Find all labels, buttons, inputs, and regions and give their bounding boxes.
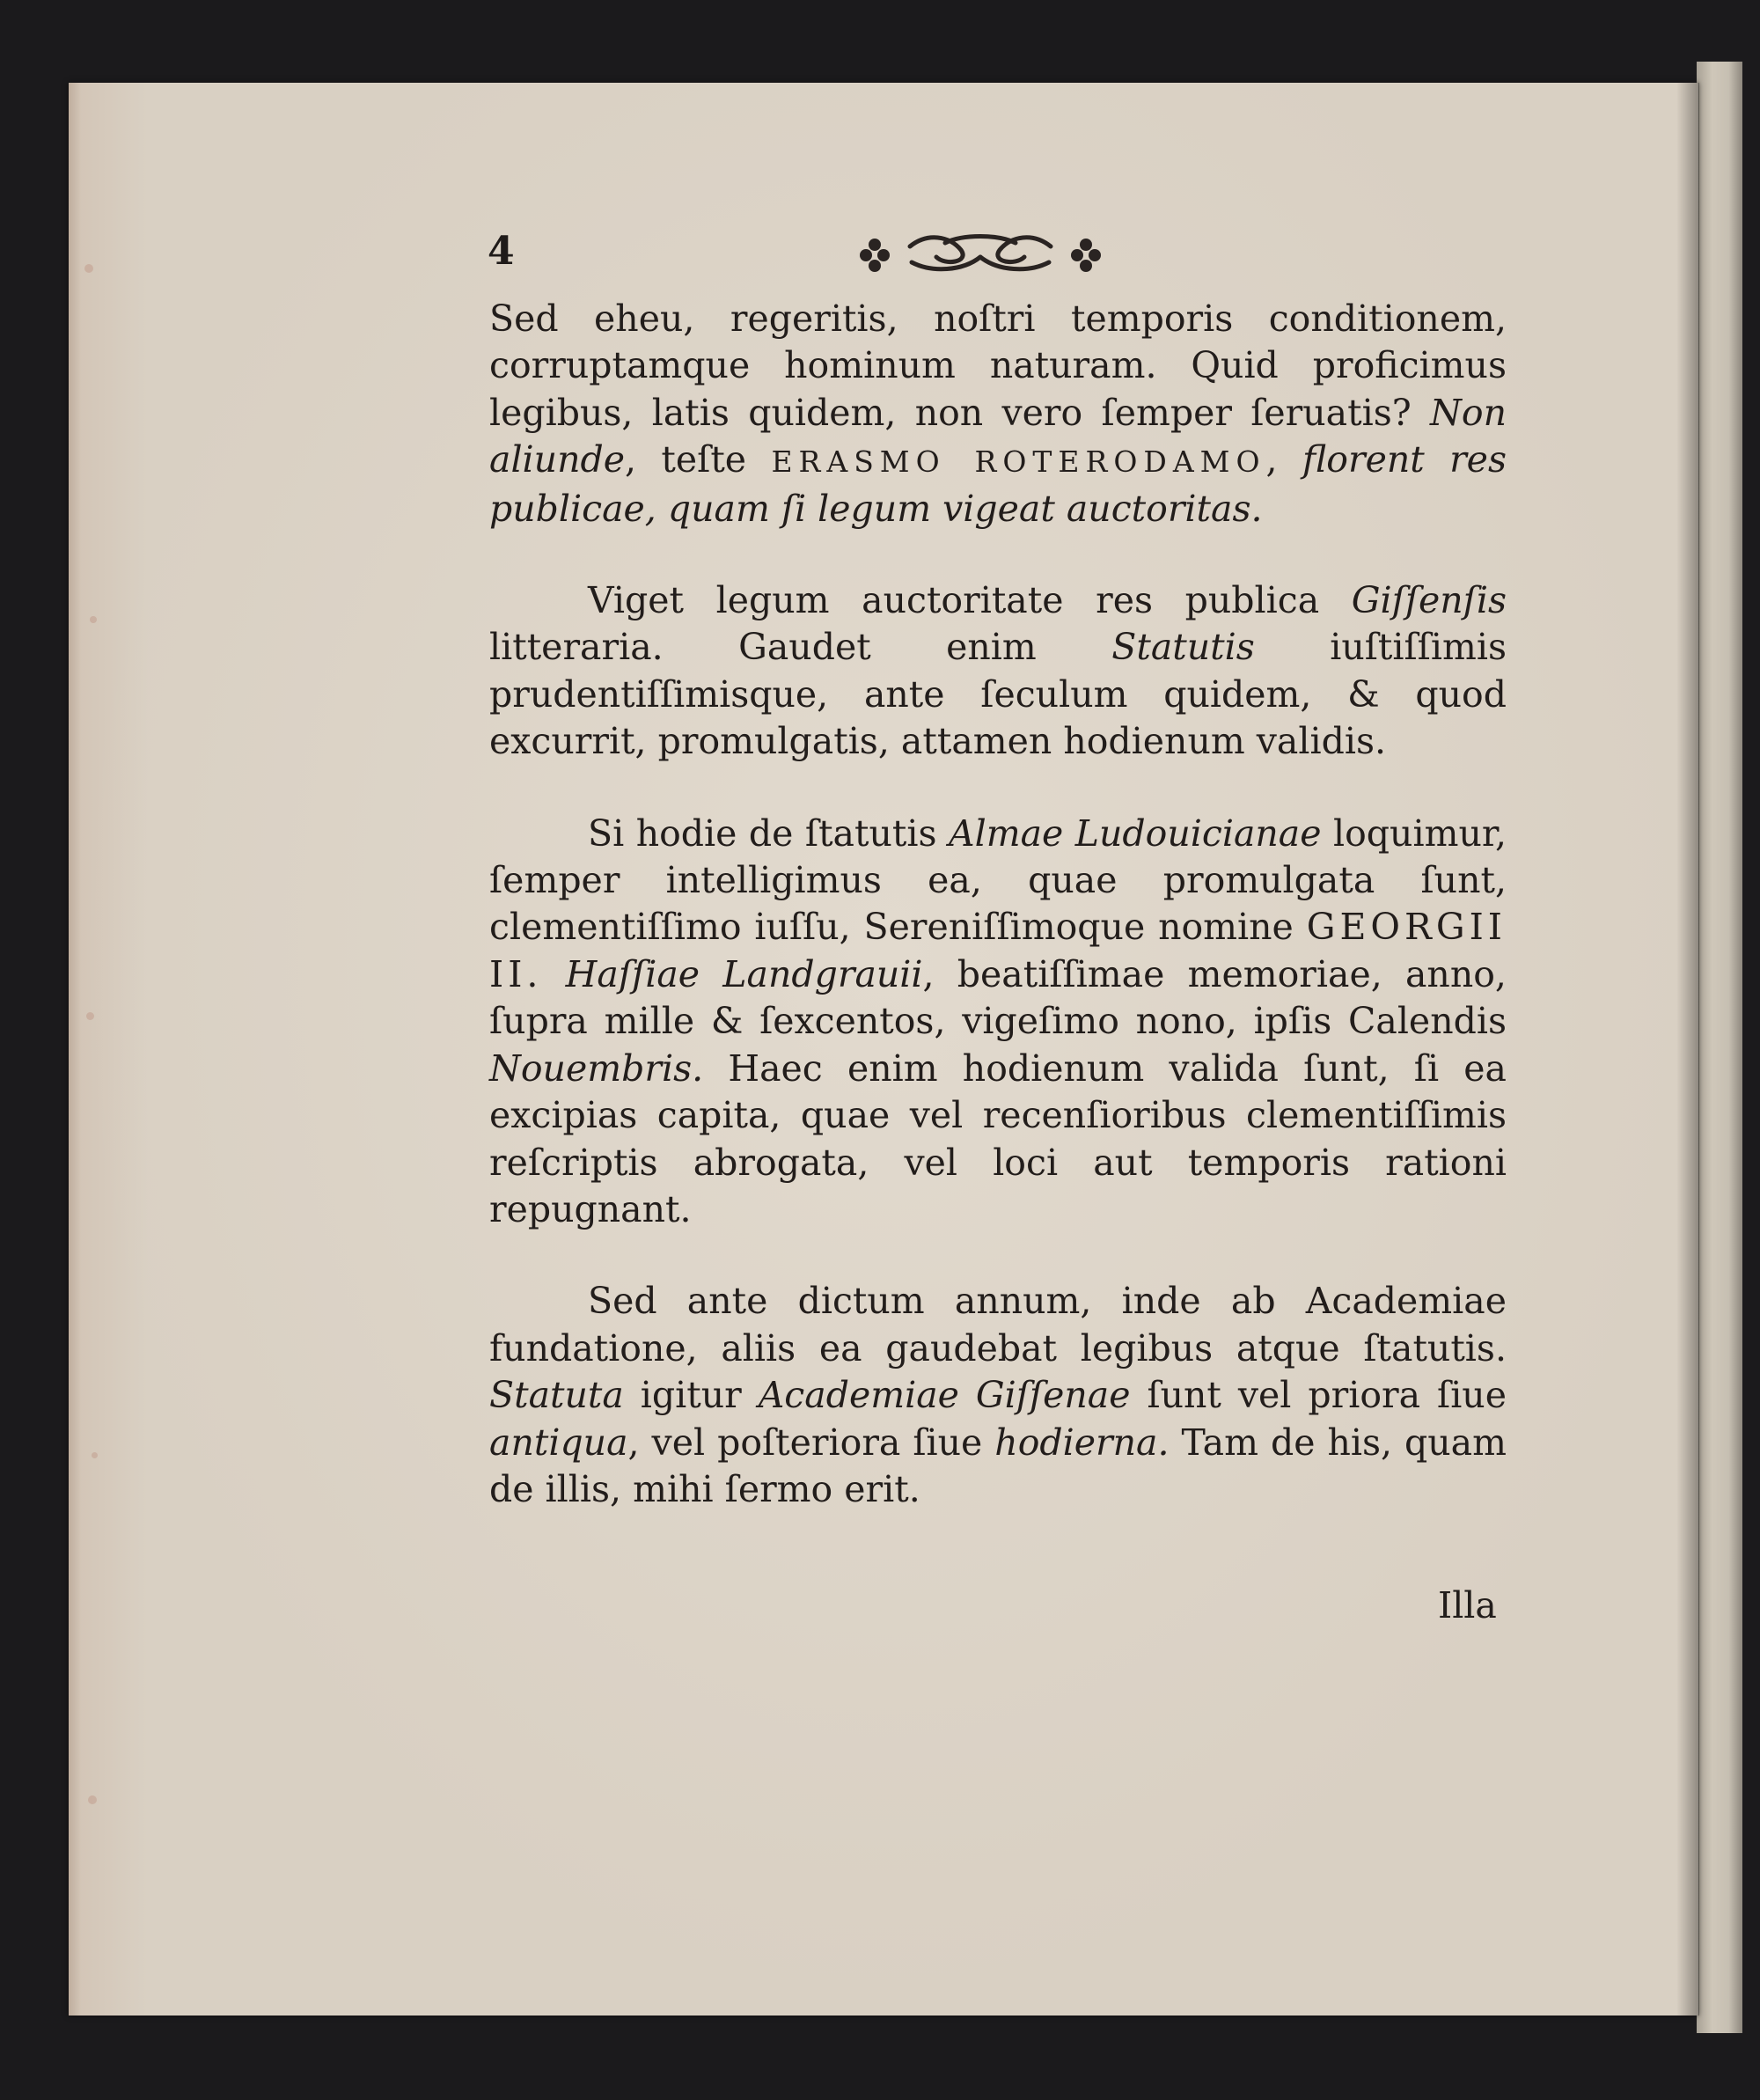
text-run: iuſtiſſimis prudentiſſimisque, ante ſeculum quidem, & quod excurrit, promulgatis, attamen hodienum validis.	[489, 626, 1507, 763]
paragraph-4	[489, 1278, 1507, 1513]
text-run: Sed eheu, regeritis, noſtri temporis conditionem, corruptamque hominum naturam. Quid proficimus legibus, latis quidem, non vero ſemper ſeruatis?	[489, 297, 1507, 434]
text-run: Viget legum auctoritate res publica	[588, 579, 1352, 622]
text-run: Si hodie de ſtatutis	[588, 811, 949, 855]
ruler-name: GEORGII II.	[489, 906, 1507, 995]
gutter-shadow	[1676, 83, 1699, 2016]
text-run: igitur	[623, 1374, 759, 1417]
body-text	[489, 296, 1507, 1558]
text-run: litteraria. Gaudet enim	[489, 626, 1112, 669]
page-number: 4	[488, 229, 515, 274]
text-run: loquimur, ſemper intelligimus ea, quae promulgata ſunt, clementiſſimo iuſſu, Sereniſſimoque nomine	[489, 811, 1507, 949]
paragraph-2	[489, 577, 1507, 766]
italic-term: Almae Ludouicianae	[949, 811, 1322, 855]
text-run: Sed ante dictum annum, inde ab Academiae fundatione, aliis ea gaudebat legibus atque ſtatutis.	[489, 1280, 1507, 1369]
paragraph-1	[489, 296, 1507, 532]
italic-term: Haſſiae Landgrauii	[565, 952, 923, 995]
foxing-spot	[86, 1012, 94, 1020]
next-page-edge	[1697, 62, 1742, 2033]
text-run: Tam de his, quam de illis, mihi ſermo erit.	[489, 1421, 1507, 1510]
text-run: ſunt vel priora ſiue	[1130, 1374, 1507, 1417]
italic-term: Statutis	[1111, 626, 1255, 669]
text-run: , beatiſſimae memoriae, anno, ſupra mille & ſexcentos, vigeſimo nono, ipſis Calendis	[489, 952, 1507, 1043]
page-header	[488, 227, 1507, 280]
italic-term: Nouembris.	[489, 1046, 704, 1090]
text-run: , teſte	[625, 438, 772, 481]
foxing-spot	[84, 264, 93, 273]
italic-term: antiqua	[489, 1421, 628, 1464]
text-run	[542, 953, 565, 995]
header-ornament-icon	[848, 227, 1112, 280]
page-left-edge	[69, 83, 81, 2016]
catchword: Illa	[1438, 1584, 1497, 1626]
italic-term: Giſſenſis	[1351, 579, 1507, 622]
foxing-spot	[90, 616, 97, 623]
text-run: ,	[1265, 438, 1302, 481]
foxing-spot	[88, 1795, 97, 1804]
text-run: Haec enim hodienum valida ſunt, ſi ea excipias capita, quae vel recenſioribus clementiſſimis reſcriptis abrogata, vel loci aut temporis rationi repugnant.	[489, 1046, 1507, 1230]
quotation-italic: Non aliunde	[489, 391, 1507, 481]
foxing-spot	[92, 1452, 98, 1458]
italic-term: Academiae Giſſenae	[758, 1374, 1131, 1417]
text-run: , vel poſteriora ſiue	[627, 1421, 995, 1464]
paragraph-3	[489, 811, 1507, 1234]
italic-term: hodierna.	[994, 1421, 1170, 1464]
italic-term: Statuta	[489, 1374, 624, 1417]
author-name: ERASMO ROTERODAMO	[771, 444, 1266, 480]
quotation-italic: florent res publicae, quam ſi legum vigeat auctoritas.	[489, 438, 1507, 530]
